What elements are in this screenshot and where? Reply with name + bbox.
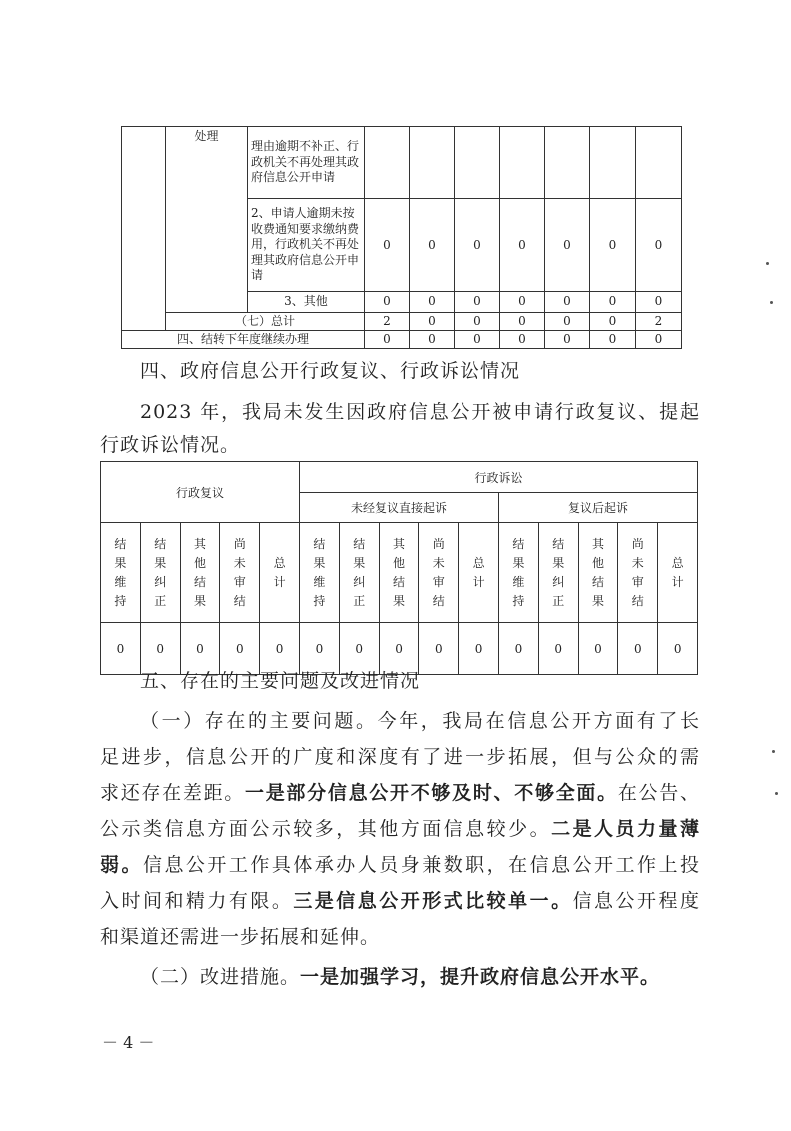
table-cell: 0 (410, 330, 455, 348)
section-4-paragraph-line-1: 2023 年，我局未发生因政府信息公开被申请行政复议、提起 (140, 401, 700, 423)
column-header-label: 结果纠正 (353, 536, 366, 608)
text-segment: 信息公开程度 (572, 890, 700, 912)
column-header-label: 尚未审结 (631, 536, 644, 608)
column-header-cell (578, 523, 618, 623)
category-cell: 处理 (166, 127, 248, 313)
table-cell: 0 (499, 623, 539, 675)
application-handling-table (121, 126, 682, 349)
table-cell (636, 127, 682, 199)
table-cell: 0 (545, 292, 590, 313)
column-header-cell (140, 523, 180, 623)
table-cell (545, 127, 590, 199)
column-header-label: 结果纠正 (552, 536, 565, 608)
section-5-line-5 (100, 850, 700, 877)
column-header-label: 尚未审结 (432, 536, 445, 608)
page-number: － 4 － (102, 1033, 155, 1052)
table-cell: 0 (500, 312, 545, 330)
row-label: 3、其他 (248, 292, 365, 313)
row-label: 2、申请人逾期未按收费通知要求缴纳费用，行政机关不再处理其政府信息公开申请 (248, 199, 365, 292)
table-cell: 0 (365, 292, 410, 313)
section-5-line-3 (100, 778, 700, 805)
header-admin-litigation: 行政诉讼 (300, 462, 698, 493)
column-header-label: 尚未审结 (233, 536, 246, 608)
table-cell: 0 (636, 292, 682, 313)
table-cell: 0 (365, 330, 410, 348)
column-header-label: 结果维持 (313, 536, 326, 608)
text-segment: 入时间和精力有限。 (100, 890, 294, 912)
scan-speck (775, 792, 778, 795)
table-cell: 0 (101, 623, 141, 675)
column-header-cell (419, 523, 459, 623)
table-cell: 0 (410, 199, 455, 292)
table-row-total (122, 312, 682, 330)
table-cell: 0 (455, 292, 500, 313)
table-cell (500, 127, 545, 199)
table-cell: 0 (455, 312, 500, 330)
text-segment: 公示类信息方面公示较多，其他方面信息较少。 (100, 818, 552, 840)
table-row-column-headers (101, 523, 698, 623)
column-header-label: 结果维持 (114, 536, 127, 608)
column-header-cell (300, 523, 340, 623)
table-cell: 0 (410, 292, 455, 313)
column-header-cell (538, 523, 578, 623)
header-admin-review: 行政复议 (101, 462, 300, 523)
table-cell: 0 (658, 623, 698, 675)
table-cell: 0 (260, 623, 300, 675)
table-cell: 0 (590, 312, 636, 330)
column-header-label: 总计 (472, 555, 485, 589)
table-cell: 0 (339, 623, 379, 675)
table-cell: 0 (545, 199, 590, 292)
total-label: （七）总计 (166, 312, 365, 330)
table-cell-blank (122, 127, 166, 331)
column-header-label: 总计 (273, 555, 286, 589)
header-after-review-litigation: 复议后起诉 (499, 493, 698, 523)
table-cell: 0 (140, 623, 180, 675)
table-cell: 0 (410, 312, 455, 330)
column-header-cell (379, 523, 419, 623)
table-cell: 0 (419, 623, 459, 675)
column-header-label: 其他结果 (393, 536, 406, 608)
table-cell: 0 (636, 199, 682, 292)
table-cell: 0 (545, 312, 590, 330)
review-litigation-table (100, 461, 698, 675)
column-header-cell (658, 523, 698, 623)
table-cell: 0 (636, 330, 682, 348)
row-label: 理由逾期不补正、行政机关不再处理其政府信息公开申请 (248, 127, 365, 199)
column-header-cell (499, 523, 539, 623)
table-cell: 0 (500, 330, 545, 348)
table-cell: 0 (220, 623, 260, 675)
table-cell: 0 (500, 199, 545, 292)
column-header-label: 总计 (671, 555, 684, 589)
column-header-cell (260, 523, 300, 623)
text-segment: 求还存在差距。 (100, 782, 245, 804)
scan-speck (770, 301, 773, 304)
table-cell: 0 (500, 292, 545, 313)
column-header-label: 其他结果 (193, 536, 206, 608)
table-row (122, 127, 682, 199)
table-cell: 0 (590, 199, 636, 292)
table-cell: 0 (455, 330, 500, 348)
bold-text-segment: 三是信息公开形式比较单一。 (293, 890, 573, 912)
table-cell: 2 (636, 312, 682, 330)
table-cell: 0 (618, 623, 658, 675)
text-segment: 信息公开工作具体承办人员身兼数职，在信息公开工作上投 (142, 854, 700, 876)
column-header-cell (618, 523, 658, 623)
column-header-label: 其他结果 (591, 536, 604, 608)
text-segment: （二）改进措施。 (140, 966, 301, 988)
section-5-line-6 (100, 886, 700, 913)
table-row-carry (122, 330, 682, 348)
section-5-line-2: 足进步，信息公开的广度和深度有了进一步拓展，但与公众的需 (100, 746, 700, 768)
section-5-heading: 五、存在的主要问题及改进情况 (140, 670, 421, 692)
table-cell (410, 127, 455, 199)
table-cell (455, 127, 500, 199)
column-header-cell (101, 523, 141, 623)
table-cell (590, 127, 636, 199)
section-5-line-7: 和渠道还需进一步拓展和延伸。 (100, 926, 381, 948)
carry-label: 四、结转下年度继续办理 (122, 330, 365, 348)
section-4-heading: 四、政府信息公开行政复议、行政诉讼情况 (140, 360, 521, 382)
column-header-cell (459, 523, 499, 623)
section-5-paragraph-2 (140, 962, 700, 989)
scan-speck (766, 262, 769, 265)
table-cell: 0 (545, 330, 590, 348)
bold-text-segment: 一是加强学习，提升政府信息公开水平。 (300, 966, 661, 988)
scan-speck (772, 750, 775, 753)
column-header-cell (180, 523, 220, 623)
column-header-cell (220, 523, 260, 623)
column-header-label: 结果维持 (512, 536, 525, 608)
table-cell: 0 (578, 623, 618, 675)
bold-text-segment: 弱。 (100, 854, 143, 876)
table-row (101, 462, 698, 493)
table-cell: 0 (455, 199, 500, 292)
text-segment: 在公告、 (617, 782, 700, 804)
table-cell: 0 (459, 623, 499, 675)
table-cell: 0 (365, 199, 410, 292)
table-cell: 0 (180, 623, 220, 675)
table-cell (365, 127, 410, 199)
column-header-cell (339, 523, 379, 623)
table-cell: 0 (590, 292, 636, 313)
table-cell: 0 (379, 623, 419, 675)
section-4-paragraph-line-2: 行政诉讼情况。 (100, 434, 241, 456)
table-cell: 0 (300, 623, 340, 675)
table-cell: 0 (590, 330, 636, 348)
section-5-line-4 (100, 814, 700, 841)
table-cell: 0 (538, 623, 578, 675)
table-cell: 2 (365, 312, 410, 330)
header-direct-litigation: 未经复议直接起诉 (300, 493, 499, 523)
section-5-line-1: （一）存在的主要问题。今年，我局在信息公开方面有了长 (140, 710, 700, 732)
column-header-label: 结果纠正 (154, 536, 167, 608)
bold-text-segment: 一是部分信息公开不够及时、不够全面。 (245, 782, 618, 804)
bold-text-segment: 二是人员力量薄 (551, 818, 700, 840)
